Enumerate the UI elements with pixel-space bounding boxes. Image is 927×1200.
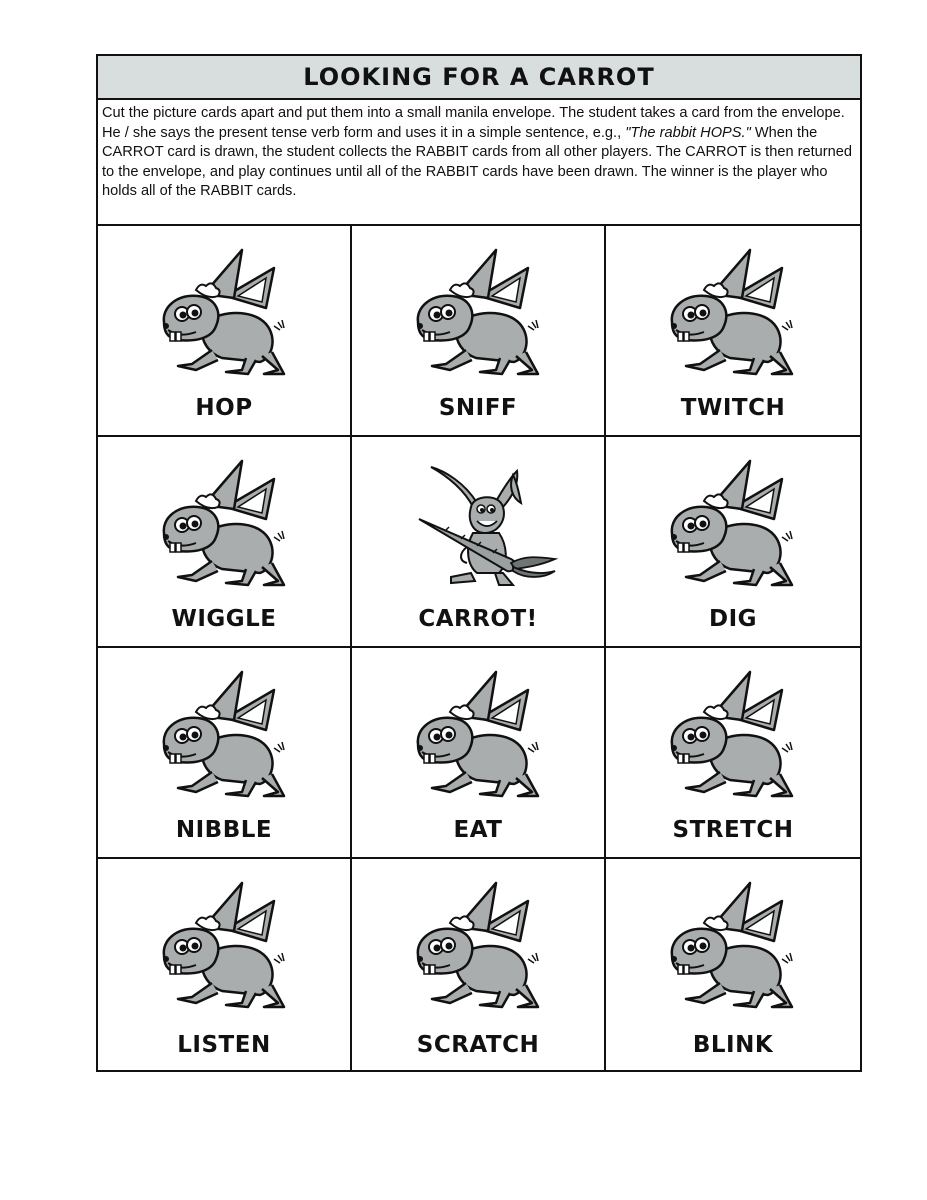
card-listen: [98, 859, 352, 1072]
rabbit-icon: [410, 246, 546, 376]
card-carrot: [352, 437, 606, 648]
card-hop: [98, 226, 352, 437]
rabbit-icon: [664, 668, 800, 798]
rabbit-icon: [664, 246, 800, 376]
rabbit-icon: [156, 879, 292, 1009]
instructions: [98, 100, 860, 226]
card-nibble: [98, 648, 352, 859]
instructions-part2: When the CARROT card is drawn, the student collects the RABBIT cards from all other players. The CARROT is then returned to the envelope, and play continues until all of the RABBIT cards have been drawn. The winner is the player who holds all of the RABBIT cards.: [102, 124, 852, 200]
page-title: LOOKING FOR A CARROT: [303, 63, 655, 91]
rabbit-with-carrot-icon: [408, 463, 558, 593]
card-label: TWITCH: [680, 395, 786, 421]
worksheet: [96, 54, 862, 1072]
card-label: STRETCH: [672, 817, 794, 843]
card-label: BLINK: [692, 1032, 774, 1058]
rabbit-icon: [156, 668, 292, 798]
card-label: LISTEN: [177, 1032, 271, 1058]
card-label: WIGGLE: [171, 606, 277, 632]
card-blink: [606, 859, 860, 1072]
rabbit-icon: [410, 879, 546, 1009]
instructions-part1: Cut the picture cards apart and put them into a small manila envelope. The student takes a card from the envelope. He / she says the present tense verb form and uses it in a simple sentence, e.g.,: [102, 105, 845, 141]
card-eat: [352, 648, 606, 859]
card-label: DIG: [708, 606, 758, 632]
card-label: HOP: [195, 395, 253, 421]
title-bar: [98, 56, 860, 100]
card-label: SCRATCH: [416, 1032, 540, 1058]
card-label: NIBBLE: [175, 817, 273, 843]
instructions-example: "The rabbit HOPS.": [625, 124, 751, 141]
card-label: EAT: [453, 817, 503, 843]
card-dig: [606, 437, 860, 648]
card-label: SNIFF: [438, 395, 518, 421]
rabbit-icon: [664, 879, 800, 1009]
rabbit-icon: [664, 457, 800, 587]
rabbit-icon: [156, 457, 292, 587]
card-scratch: [352, 859, 606, 1072]
card-grid: [98, 226, 860, 1072]
rabbit-icon: [156, 246, 292, 376]
card-wiggle: [98, 437, 352, 648]
card-twitch: [606, 226, 860, 437]
card-stretch: [606, 648, 860, 859]
card-sniff: [352, 226, 606, 437]
card-label: CARROT!: [418, 606, 538, 632]
rabbit-icon: [410, 668, 546, 798]
